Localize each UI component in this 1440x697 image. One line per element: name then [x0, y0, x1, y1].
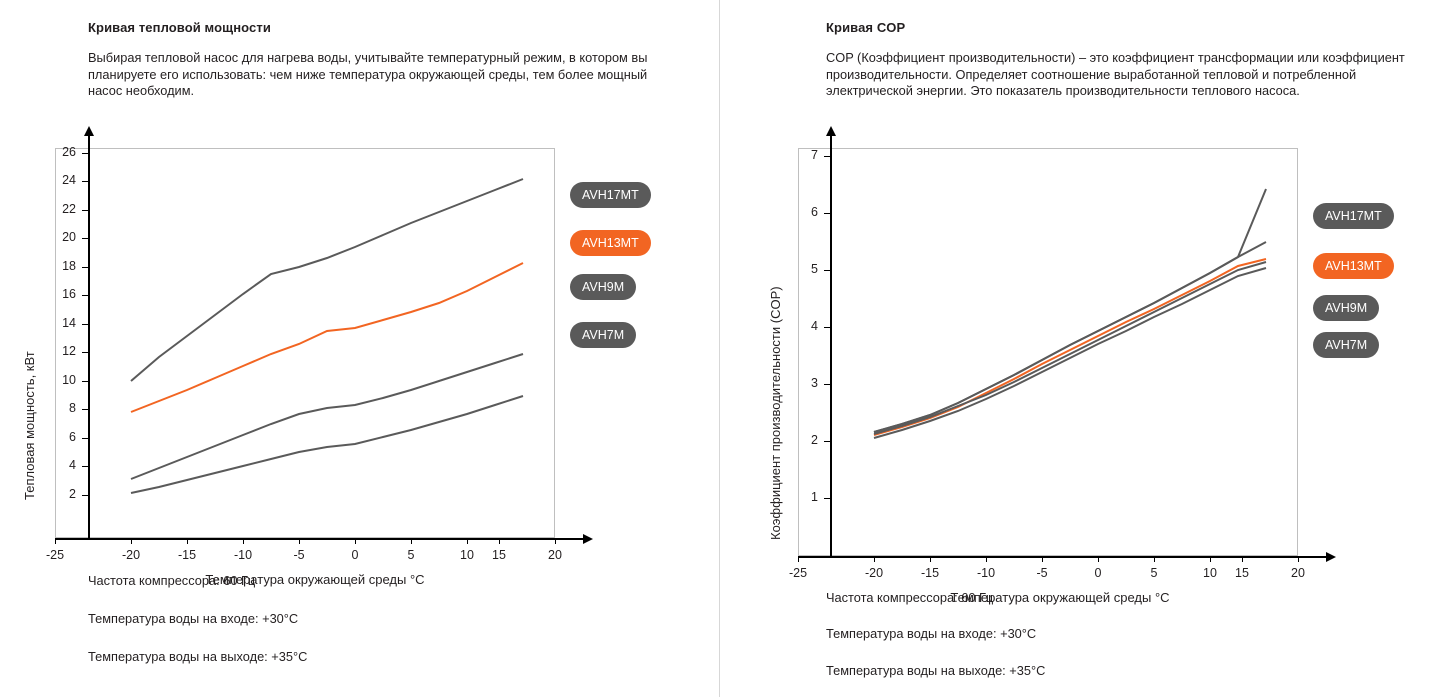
right-note-frequency: Частота компрессора: 60 Гц — [826, 590, 994, 605]
right-x-tick-label: 10 — [1203, 566, 1217, 580]
right-x-tick-label: -15 — [920, 566, 940, 580]
left-x-tick-label: -15 — [177, 548, 197, 562]
legend-pill-avh9m[interactable]: AVH9M — [1313, 295, 1379, 321]
left-y-tick-label: 14 — [62, 316, 76, 330]
left-note-outlet-temp: Температура воды на выходе: +35°C — [88, 649, 308, 664]
legend-pill-avh17mt[interactable]: AVH17MT — [1313, 203, 1394, 229]
left-x-tick-label: 10 — [460, 548, 474, 562]
curve-avh9m — [874, 262, 1266, 434]
right-y-tick-label: 3 — [811, 376, 818, 390]
legend-pill-avh13mt[interactable]: AVH13MT — [1313, 253, 1394, 279]
left-x-axis-title: Температура окружающей среды °C — [205, 572, 425, 587]
right-y-tick-label: 2 — [811, 433, 818, 447]
left-panel-description: Выбирая тепловой насос для нагрева воды, учитывайте температурный режим, в котором вы планируете его использовать: чем ниже температура окружающей среды, тем более мощный насос необходим. — [88, 50, 648, 98]
left-x-tick-label: 15 — [492, 548, 506, 562]
right-y-tick-label: 4 — [811, 319, 818, 333]
left-y-tick-label: 18 — [62, 259, 76, 273]
left-y-tick-label: 26 — [62, 145, 76, 159]
left-chart-curves — [0, 120, 600, 560]
right-note-outlet-temp: Температура воды на выходе: +35°C — [826, 663, 1046, 678]
legend-pill-avh7m[interactable]: AVH7M — [570, 322, 636, 348]
left-y-tick-label: 10 — [62, 373, 76, 387]
right-x-tick-label: 5 — [1150, 566, 1158, 580]
left-x-tick-label: -20 — [121, 548, 141, 562]
right-note-inlet-temp: Температура воды на входе: +30°C — [826, 626, 1037, 641]
legend-pill-avh13mt[interactable]: AVH13MT — [570, 230, 651, 256]
right-x-tick-label: 20 — [1291, 566, 1305, 580]
curve-avh13mt — [131, 263, 523, 412]
left-x-tick-label: 5 — [407, 548, 415, 562]
left-y-axis-title: Тепловая мощность, кВт — [22, 351, 37, 500]
left-note-frequency: Частота компрессора: 60 Гц — [88, 573, 256, 588]
right-y-tick-label: 6 — [811, 205, 818, 219]
left-y-tick-label: 16 — [62, 287, 76, 301]
cop-panel — [720, 0, 1440, 697]
left-x-tick-label: -25 — [45, 548, 65, 562]
legend-pill-avh17mt[interactable]: AVH17MT — [570, 182, 651, 208]
left-y-tick-label: 4 — [69, 458, 76, 472]
left-y-tick-label: 24 — [62, 173, 76, 187]
right-x-axis-title: Температура окружающей среды °C — [950, 590, 1170, 605]
left-y-tick-label: 6 — [69, 430, 76, 444]
curve-avh9m — [131, 354, 523, 479]
left-note-inlet-temp: Температура воды на входе: +30°C — [88, 611, 299, 626]
legend-pill-avh7m[interactable]: AVH7M — [1313, 332, 1379, 358]
right-x-tick-label: -20 — [864, 566, 884, 580]
left-x-tick-label: 20 — [548, 548, 562, 562]
left-x-tick-label: 0 — [351, 548, 359, 562]
left-x-tick-label: -10 — [233, 548, 253, 562]
left-y-tick-label: 2 — [69, 487, 76, 501]
right-x-tick-label: 0 — [1094, 566, 1102, 580]
left-y-tick-label: 22 — [62, 202, 76, 216]
left-y-tick-label: 20 — [62, 230, 76, 244]
left-panel-title: Кривая тепловой мощности — [88, 20, 271, 35]
curve-avh17mt-tail — [874, 242, 1266, 432]
right-panel-title: Кривая COP — [826, 20, 906, 35]
right-x-tick-label: -5 — [1036, 566, 1048, 580]
left-x-tick-label: -5 — [293, 548, 305, 562]
curve-avh17mt — [874, 189, 1266, 432]
right-x-tick-label: -25 — [788, 566, 808, 580]
curve-avh7m — [131, 396, 523, 493]
right-x-tick-label: 15 — [1235, 566, 1249, 580]
curve-avh17mt — [131, 179, 523, 381]
right-x-tick-label: -10 — [976, 566, 996, 580]
legend-pill-avh9m[interactable]: AVH9M — [570, 274, 636, 300]
left-y-tick-label: 8 — [69, 401, 76, 415]
right-y-tick-label: 1 — [811, 490, 818, 504]
right-panel-description: COP (Коэффициент производительности) – это коэффициент трансформации или коэффициент производительности. Определяет соотношение выработанной тепловой и потребленной электрической энергии. Это показатель производительности теплового насоса. — [826, 50, 1405, 98]
right-chart-curves — [720, 120, 1340, 580]
right-y-tick-label: 7 — [811, 148, 818, 162]
right-y-axis-title: Коэффициент производительности (COP) — [768, 286, 783, 540]
left-y-tick-label: 12 — [62, 344, 76, 358]
right-y-tick-label: 5 — [811, 262, 818, 276]
